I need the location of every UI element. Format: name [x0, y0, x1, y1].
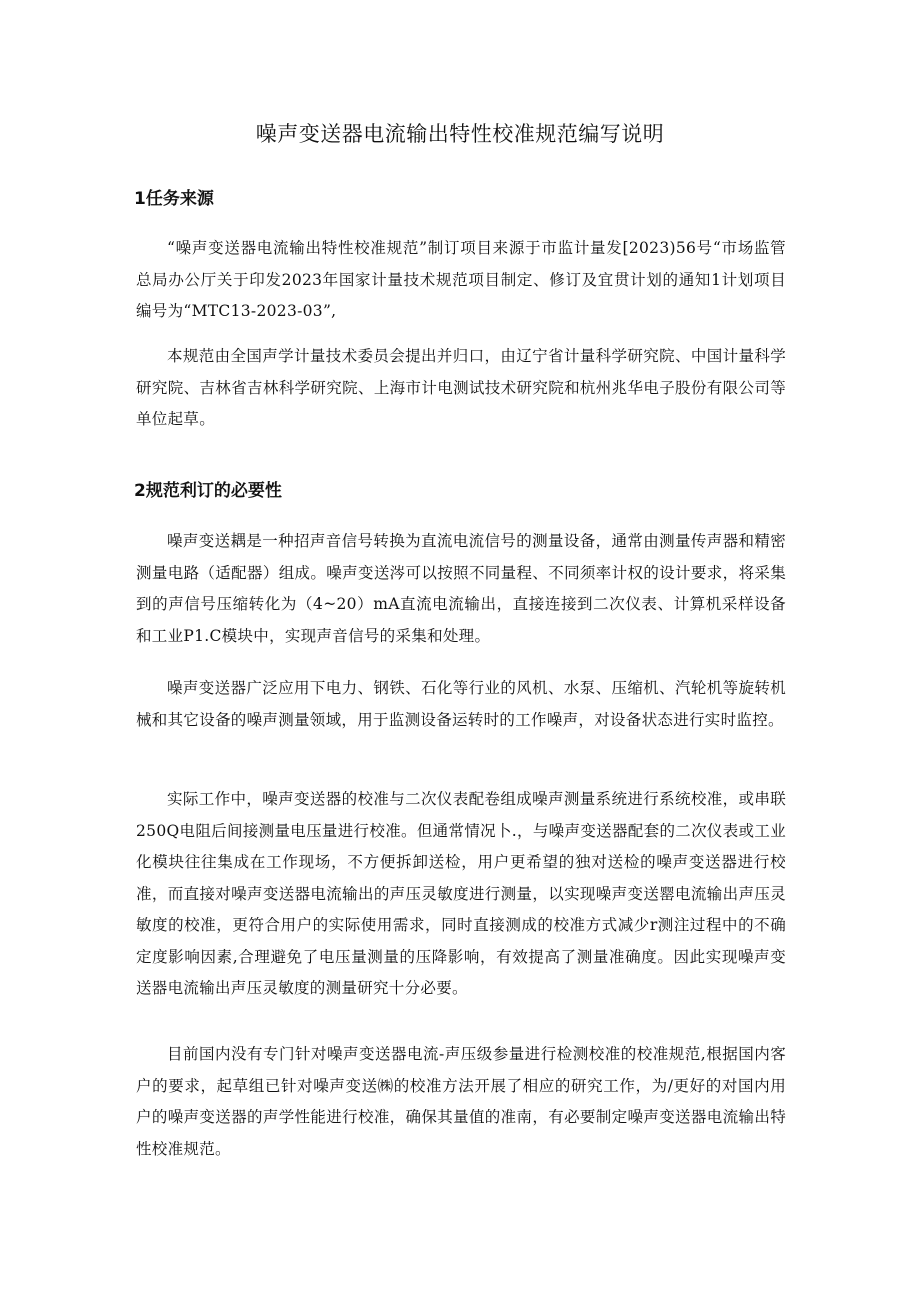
paragraph: 本规范由全国声学计量技术委员会提出并归口，由辽宁省计量科学研究院、中国计量科学研究院、吉林省吉林科学研究院、上海市计电测试技术研究院和杭州兆华电子股份有限公司等单位起草。 [136, 347, 786, 428]
paragraph: “噪声变送器电流输出特性校准规范”制订项目来源于市监计量发[2023)56号“市场监管总局办公厅关于印发2023年国家计量技术规范项目制定、修订及宜贯计划的通知1计划项目编号为“MTC13-2023-03”, [136, 239, 786, 320]
paragraph: 目前国内没有专门针对噪声变送器电流-声压级参量进行检测校准的校准规范,根据国内客户的要求，起草组已针对噪声变送㈱的校准方法开展了相应的研究工作，为/更好的对国内用户的噪声变送器的声学性能进行校准，确保其量值的准南，有必要制定噪声变送器电流输出特性校准规范。 [136, 1045, 786, 1158]
paragraph: 实际工作中，噪声变送器的校准与二次仪表配卷组成噪声测量系统进行系统校准，或串联250Q电阻后间接测量电压量进行校准。但通常情况卜.，与噪声变送器配套的二次仪表或工业化模块往往集成在工作现场，不方便拆卸送检，用户更希望的独对送检的噪声变送器进行校准，而直接对噪声变送器电流输出的声压灵敏度进行测量，以实现噪声变送罂电流输出声压灵敏度的校准，更符合用户的实际使用需求，同时直接测成的校准方式减少r测注过程中的不确定度影响因素,合理避免了电压量测量的压降影响，有效提高了测量准确度。因此实现噪声变送器电流输出声压灵敏度的测量研究十分必要。 [136, 790, 786, 997]
document-title: 噪声变送器电流输出特性校准规范编写说明 [255, 122, 665, 146]
section-heading-necessity: 2规范利订的必要性 [134, 481, 282, 501]
section-heading-task-source: 1任务来源 [134, 189, 214, 209]
paragraph: 噪声变送器广泛应用下电力、钢铁、石化等行业的风机、水泵、压缩机、汽轮机等旋转机械和其它设备的噪声测量领域，用于监测设备运转时的工作噪声，对设备状态进行实时监控。 [136, 679, 786, 729]
paragraph: 噪声变送耦是一种招声音信号转换为直流电流信号的测量设备，通常由测量传声器和精密测量电路（适配器）组成。噪声变送涔可以按照不同量程、不同须率计权的设计要求，将采集到的声信号压缩转化为（4~20）mA直流电流输出，直接连接到二次仪表、计算机采样设备和工业P1.C模块中，实现声音信号的采集和处理。 [136, 532, 786, 645]
